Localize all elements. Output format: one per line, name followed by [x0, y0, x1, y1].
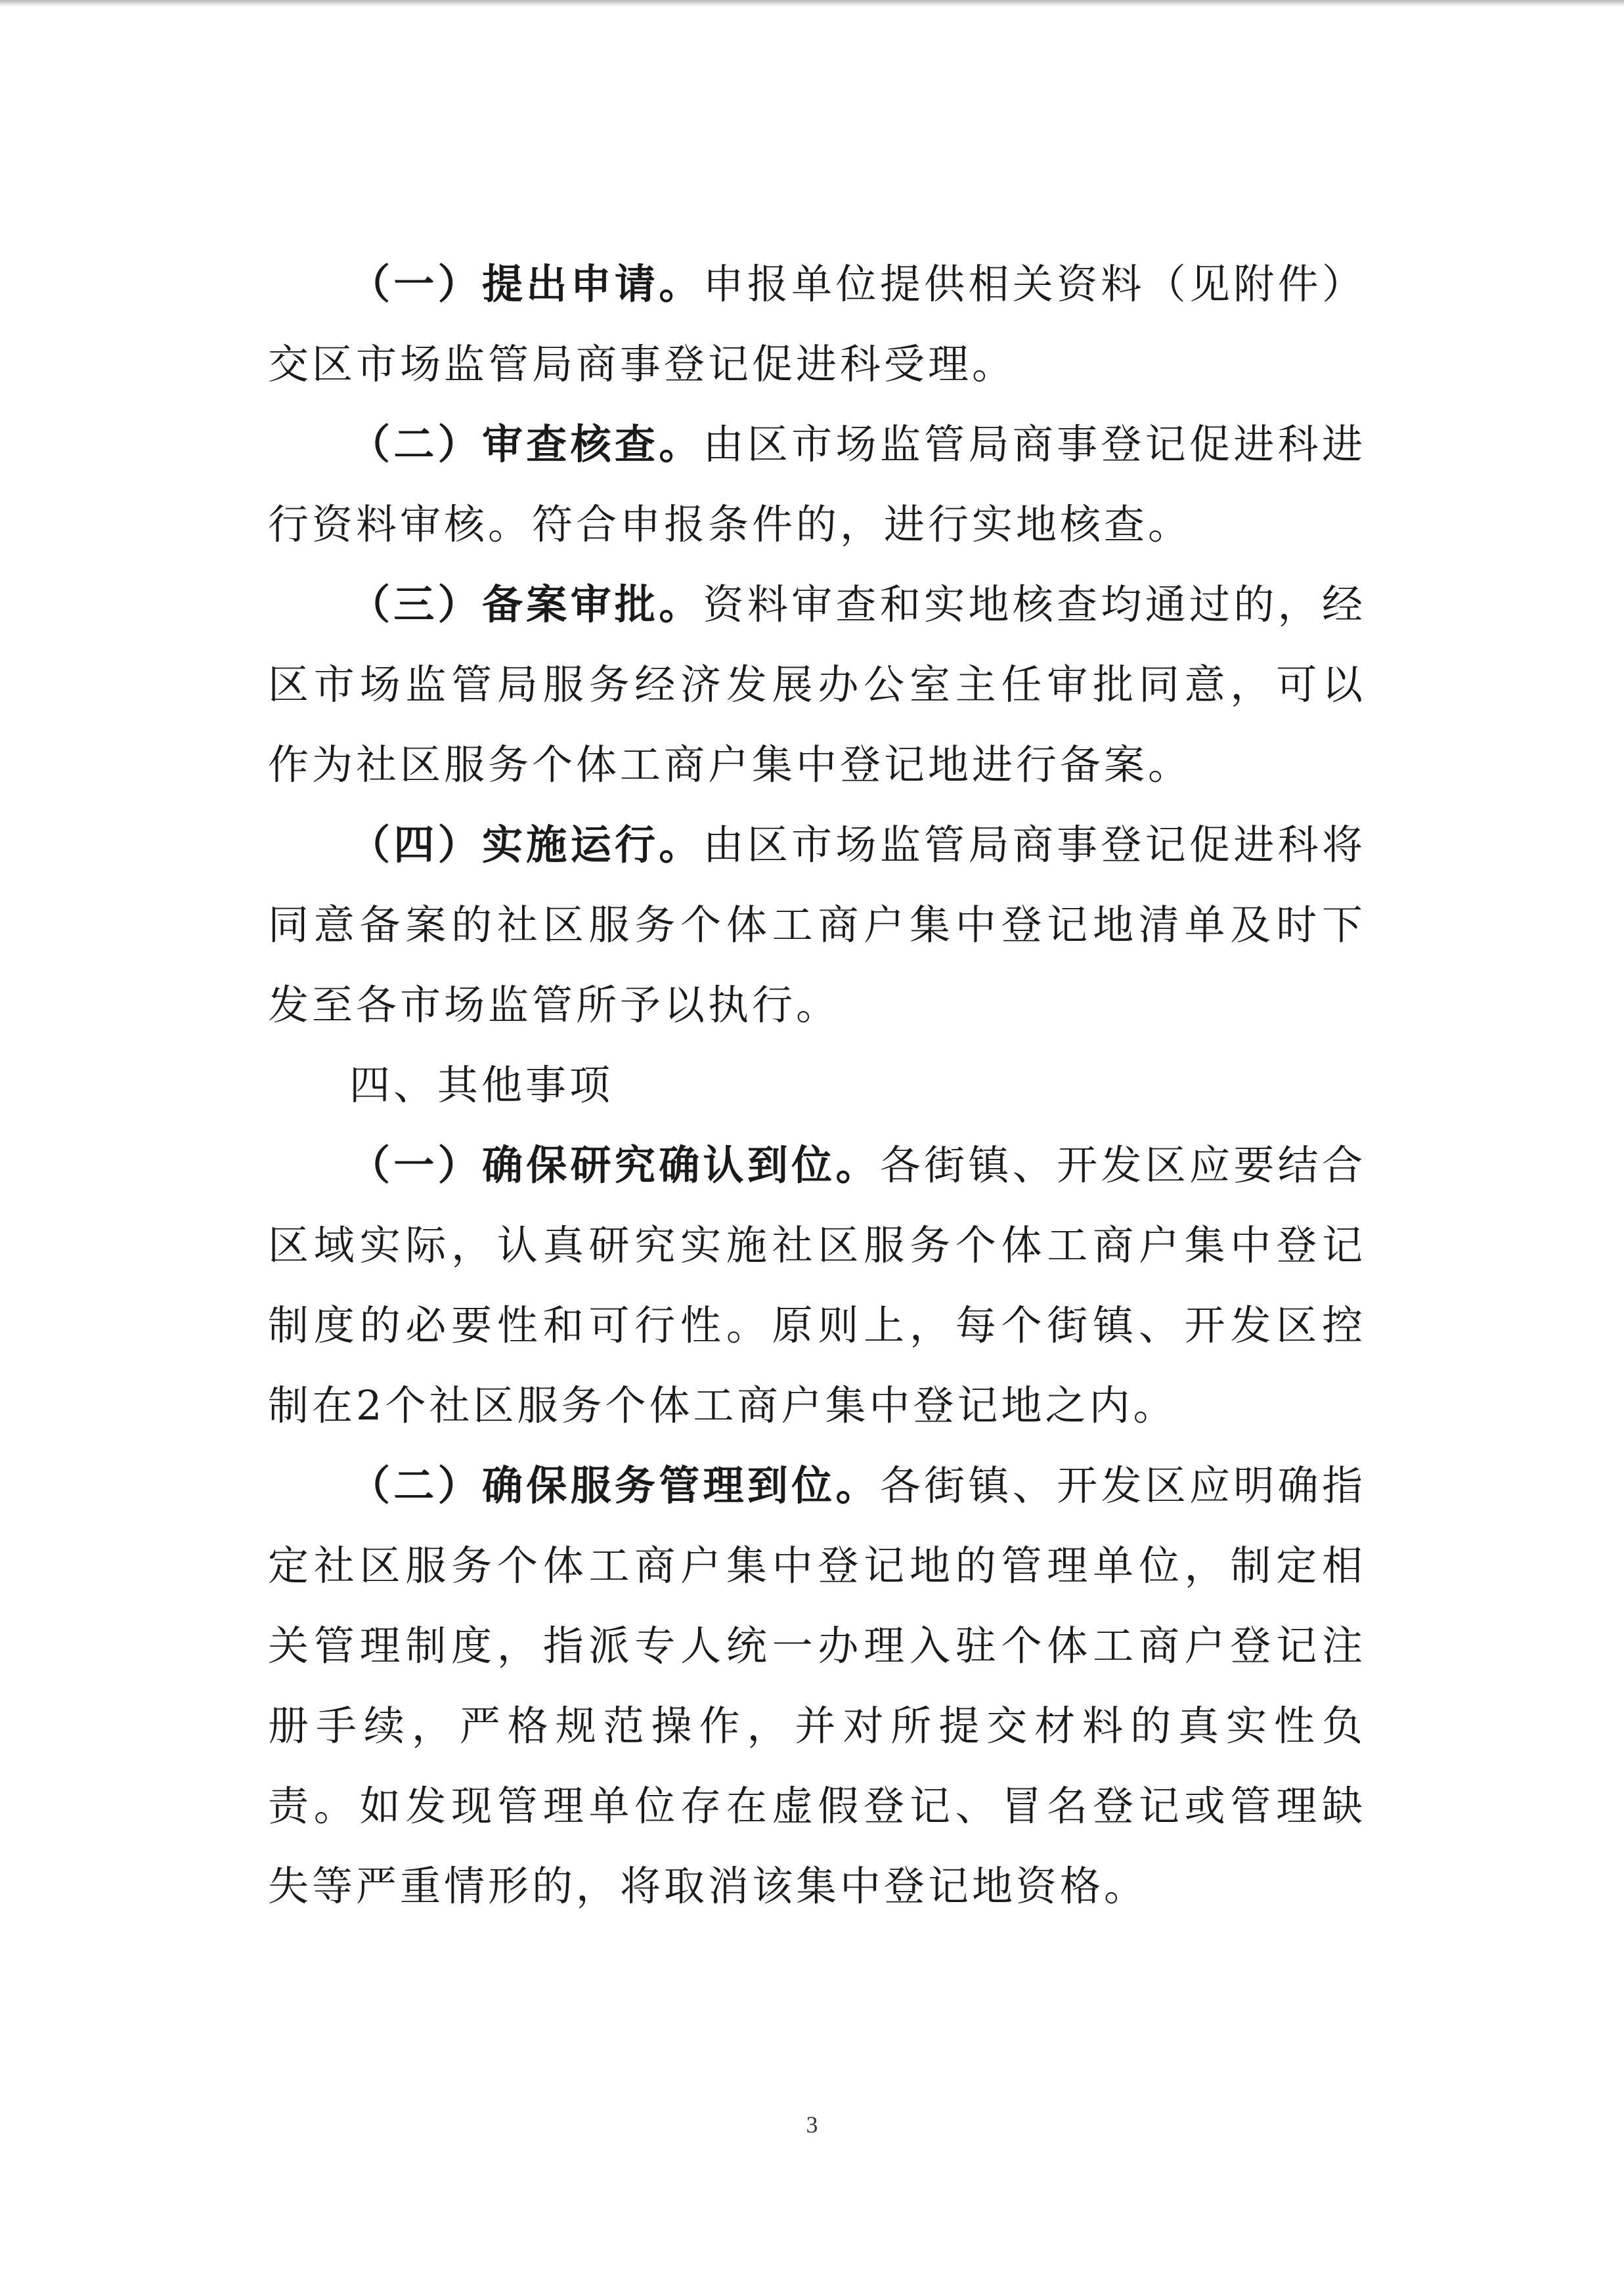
paragraph-implementation	[268, 805, 1366, 1045]
paragraph-text: 申报单位提供相关资料（见附件）交区市场监管局商事登记促进科受理。	[268, 260, 1366, 388]
paragraph-text: 各街镇、开发区应明确指定社区服务个体工商户集中登记地的管理单位，制定相关管理制度，指派专人统一办理入驻个体工商户登记注册手续，严格规范操作，并对所提交材料的真实性负责。如发现管理单位存在虚假登记、冒名登记或管理缺失等严重情形的，将取消该集中登记地资格。	[268, 1462, 1366, 1910]
paragraph-heading: （一）确保研究确认到位。	[349, 1141, 880, 1189]
section-heading-text: 四、其他事项	[349, 1061, 614, 1109]
section-heading-other-matters	[268, 1045, 1366, 1125]
paragraph-text: 由区市场监管局商事登记促进科进行资料审核。符合申报条件的，进行实地核查。	[268, 420, 1366, 548]
paragraph-filing-approval	[268, 565, 1366, 805]
paragraph-text: 由区市场监管局商事登记促进科将同意备案的社区服务个体工商户集中登记地清单及时下发至各市场监管所予以执行。	[268, 821, 1366, 1029]
paragraph-service-management	[268, 1446, 1366, 1926]
paragraph-heading: （四）实施运行。	[349, 821, 703, 869]
paragraph-review-check	[268, 404, 1366, 565]
paragraph-heading: （一）提出申请。	[349, 260, 703, 308]
paragraph-heading: （二）审查核查。	[349, 420, 703, 468]
scan-top-edge	[0, 0, 1624, 7]
document-body	[268, 244, 1366, 1926]
page-number: 3	[806, 2112, 818, 2138]
paragraph-text: 各街镇、开发区应要结合区域实际，认真研究实施社区服务个体工商户集中登记制度的必要性和可行性。原则上，每个街镇、开发区控制在2个社区服务个体工商户集中登记地之内。	[268, 1141, 1366, 1429]
paragraph-heading: （三）备案审批。	[349, 580, 703, 628]
paragraph-research-confirmation	[268, 1125, 1366, 1446]
paragraph-text: 资料审查和实地核查均通过的，经区市场监管局服务经济发展办公室主任审批同意，可以作为社区服务个体工商户集中登记地进行备案。	[268, 580, 1366, 789]
paragraph-submit-application	[268, 244, 1366, 404]
paragraph-heading: （二）确保服务管理到位。	[349, 1462, 880, 1509]
